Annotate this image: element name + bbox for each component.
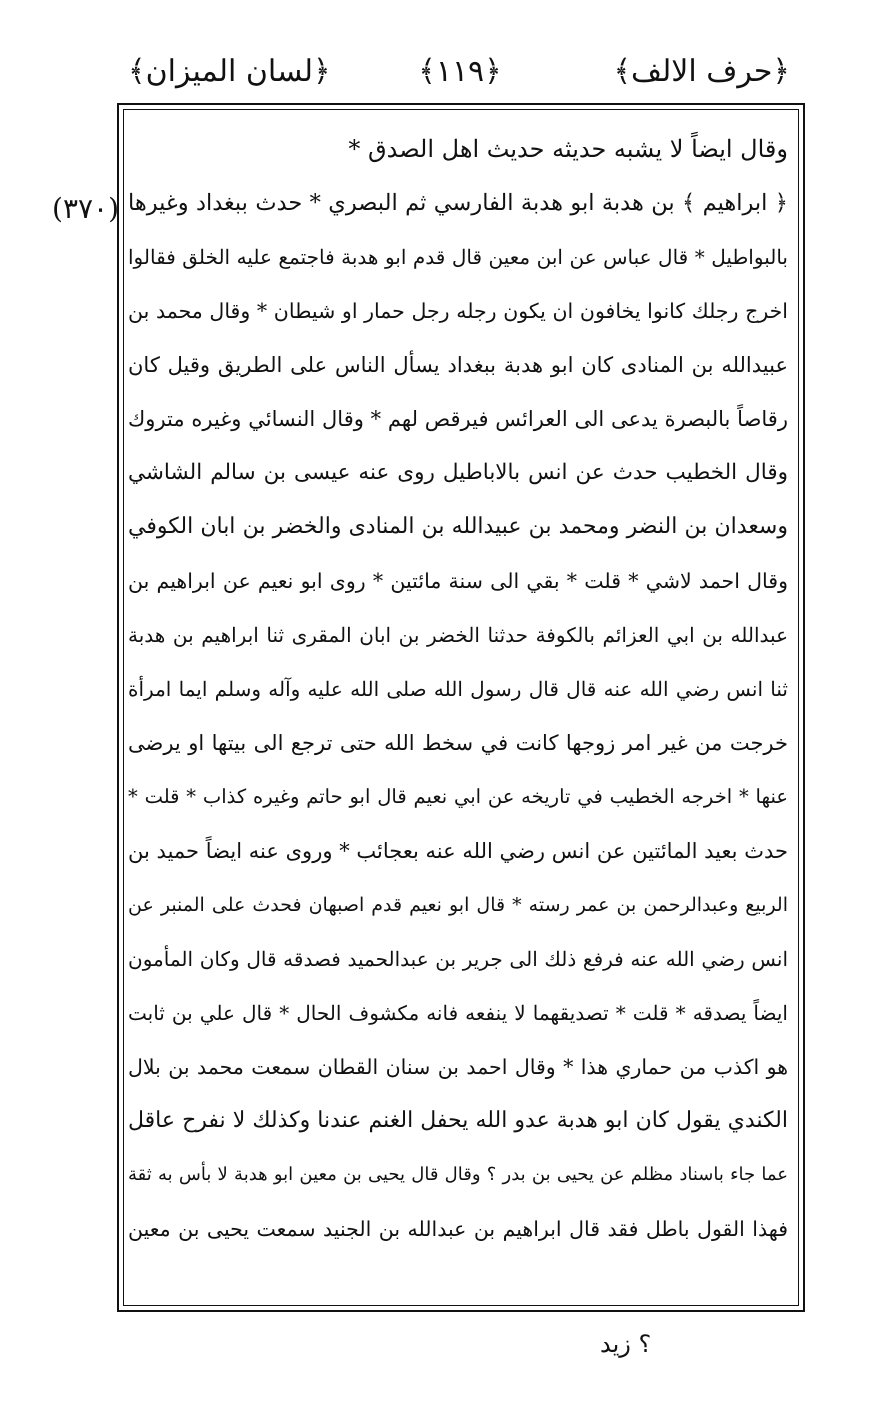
text-line: انس رضي الله عنه فرفع ذلك الى جرير بن عبدالحميد فصدقه قال وكان المأمون — [128, 947, 788, 971]
text-line: ثنا انس رضي الله عنه قال قال رسول الله صلى الله عليه وآله وسلم ايما امرأة — [128, 677, 788, 701]
header-book-title: ﴿لسان الميزان﴾ — [128, 54, 331, 89]
text-line: ﴿ ابراهيم ﴾ بن هدبة ابو هدبة الفارسي ثم البصري * حدث ببغداد وغيرها — [128, 190, 788, 216]
text-line: عبيدالله بن المنادى كان ابو هدبة ببغداد يسأل الناس على الطريق وقيل كان — [128, 353, 788, 377]
header-section-title: ﴿حرف الالف﴾ — [613, 54, 790, 89]
entry-number: (٣٧٠) — [52, 192, 119, 225]
running-header — [120, 52, 800, 92]
text-line: الكندي يقول كان ابو هدبة عدو الله يحفل الغنم عندنا وكذلك لا نفرح عاقل — [128, 1108, 788, 1133]
text-line: رقاصاً بالبصرة يدعى الى العرائس فيرقص لهم * وقال النسائي وغيره متروك — [128, 407, 788, 431]
text-line: اخرج رجلك كانوا يخافون ان يكون رجله رجل حمار او شيطان * وقال محمد بن — [128, 299, 788, 323]
text-line: حدث بعيد المائتين عن انس رضي الله عنه بعجائب * وروى عنه ايضاً حميد بن — [128, 839, 788, 863]
text-line: وقال ايضاً لا يشبه حديثه حديث اهل الصدق * — [348, 135, 788, 163]
text-line: بالبواطيل * قال عباس عن ابن معين قال قدم ابو هدبة فاجتمع عليه الخلق فقالوا — [128, 245, 788, 269]
body-text — [128, 122, 788, 1256]
text-line: ايضاً يصدقه * قلت * تصديقهما لا ينفعه فانه مكشوف الحال * قال علي بن ثابت — [128, 1001, 788, 1025]
text-line: عنها * اخرجه الخطيب في تاريخه عن ابي نعيم قال ابو حاتم وغيره كذاب * قلت * — [128, 785, 788, 808]
text-line: هو اكذب من حماري هذا * وقال احمد بن سنان القطان سمعت محمد بن بلال — [128, 1055, 788, 1079]
footnote: ؟ زيد — [600, 1330, 652, 1358]
text-line: عما جاء باسناد مظلم عن يحيى بن بدر ؟ وقال قال يحيى بن معين ابو هدبة لا بأس به ثقة — [128, 1164, 788, 1185]
header-page-number: ﴿١١٩﴾ — [418, 54, 502, 89]
text-line: الربيع وعبدالرحمن بن عمر رسته * قال ابو نعيم قدم اصبهان فحدث على المنبر عن — [128, 894, 788, 916]
text-line: وسعدان بن النضر ومحمد بن عبيدالله بن المنادى والخضر بن ابان الكوفي — [128, 514, 788, 539]
text-line: فهذا القول باطل فقد قال ابراهيم بن عبدالله بن الجنيد سمعت يحيى بن معين — [128, 1217, 788, 1241]
text-line: عبدالله بن ابي العزائم بالكوفة حدثنا الخضر بن ابان المقرى ثنا ابراهيم بن هدبة — [128, 623, 788, 647]
text-line: وقال احمد لاشي * قلت * بقي الى سنة مائتين * روى ابو نعيم عن ابراهيم بن — [128, 569, 788, 593]
text-line: خرجت من غير امر زوجها كانت في سخط الله حتى ترجع الى بيتها او يرضى — [128, 731, 788, 755]
text-line: وقال الخطيب حدث عن انس بالاباطيل روى عنه عيسى بن سالم الشاشي — [128, 460, 788, 485]
